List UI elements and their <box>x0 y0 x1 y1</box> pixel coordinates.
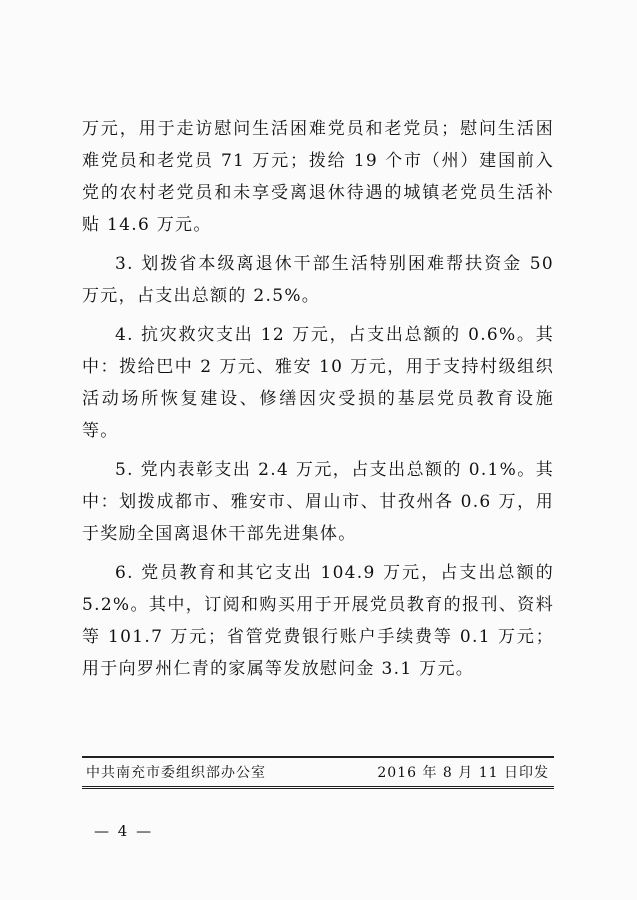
footer-top-rule <box>82 756 554 758</box>
footer-bottom-rule-second <box>82 788 554 789</box>
document-body <box>82 113 554 692</box>
footer-bottom-rule <box>82 786 554 787</box>
paragraph-item-6: 6. 党员教育和其它支出 104.9 万元，占支出总额的 5.2%。其中，订阅和购买用于开展党员教育的报刊、资料等 101.7 万元；省管党费银行账户手续费等 0.1 万元；用于向罗州仁青的家属等发放慰问金 3.1 万元。 <box>82 563 554 679</box>
footer-print-date: 2016 年 8 月 11 日印发 <box>377 765 549 781</box>
page-number: — 4 — <box>94 822 154 840</box>
paragraph-item-3: 3. 划拨省本级离退休干部生活特别困难帮扶资金 50 万元，占支出总额的 2.5%。 <box>82 254 554 306</box>
footer-issuer: 中共南充市委组织部办公室 <box>86 765 266 781</box>
paragraph-item-5: 5. 党内表彰支出 2.4 万元，占支出总额的 0.1%。其中：划拨成都市、雅安市、眉山市、甘孜州各 0.6 万，用于奖励全国离退休干部先进集体。 <box>82 460 554 544</box>
paragraph-item-4: 4. 抗灾救灾支出 12 万元，占支出总额的 0.6%。其中：拨给巴中 2 万元、雅安 10 万元，用于支持村级组织活动场所恢复建设、修缮因灾受损的基层党员教育设施等。 <box>82 325 554 441</box>
paragraph-continuation: 万元，用于走访慰问生活困难党员和老党员；慰问生活困难党员和老党员 71 万元；拨给 19 个市（州）建国前入党的农村老党员和未享受离退休待遇的城镇老党员生活补贴 14.6 万元。 <box>82 119 554 235</box>
